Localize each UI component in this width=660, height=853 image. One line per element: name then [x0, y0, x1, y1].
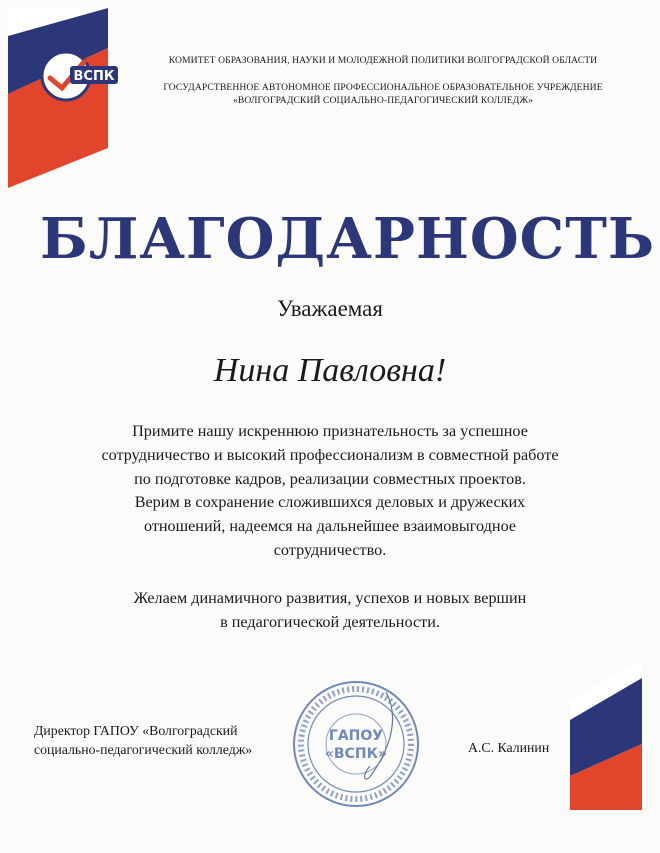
body-line: сотрудничество и высокий профессионализм в совместной работе [101, 445, 559, 464]
institution-name-line-1: ГОСУДАРСТВЕННОЕ АВТОНОМНОЕ ПРОФЕССИОНАЛЬНОЕ ОБРАЗОВАТЕЛЬНОЕ УЧРЕЖДЕНИЕ [163, 82, 603, 93]
committee-name: КОМИТЕТ ОБРАЗОВАНИЯ, НАУКИ И МОЛОДЕЖНОЙ ПОЛИТИКИ ВОЛГОГРАДСКОЙ ОБЛАСТИ [168, 55, 598, 66]
document-title: БЛАГОДАРНОСТЬ [40, 206, 656, 272]
body-line: Примите нашу искреннюю признательность за успешное [132, 422, 528, 440]
salutation: Уважаемая [277, 296, 383, 321]
recipient-name: Нина Павловна! [213, 352, 447, 389]
signer-name: А.С. Калинин [468, 740, 550, 755]
signer-title [34, 721, 294, 759]
body-line: сотрудничество. [273, 540, 387, 559]
college-logo [36, 44, 120, 108]
body-line: по подготовке кадров, реализации совместных проектов. [134, 469, 526, 488]
logo-text: ВСПК [73, 69, 115, 84]
gratitude-text [40, 420, 620, 563]
body-line: отношений, надеемся на дальнейшее взаимовыгодное [143, 517, 517, 536]
corner-flag-decoration-bottom [570, 660, 642, 810]
wish-line: в педагогической деятельности. [220, 612, 440, 631]
signer-title-line-1: Директор ГАПОУ «Волгоградский [34, 723, 238, 738]
document-header [128, 54, 638, 107]
official-stamp [290, 678, 422, 810]
stamp-text-line-1: ГАПОУ [328, 728, 384, 744]
stamp-text-line-2: «ВСПК» [324, 746, 388, 762]
institution-name-line-2: «ВОЛГОГРАДСКИЙ СОЦИАЛЬНО-ПЕДАГОГИЧЕСКИЙ КОЛЛЕДЖ» [232, 95, 534, 106]
wish-line: Желаем динамичного развития, успехов и новых вершин [133, 589, 527, 607]
body-line: Верим в сохранение сложившихся деловых и дружеских [134, 493, 526, 512]
signer-title-line-2: социально-педагогический колледж» [34, 742, 253, 757]
wishes-text [40, 587, 620, 635]
